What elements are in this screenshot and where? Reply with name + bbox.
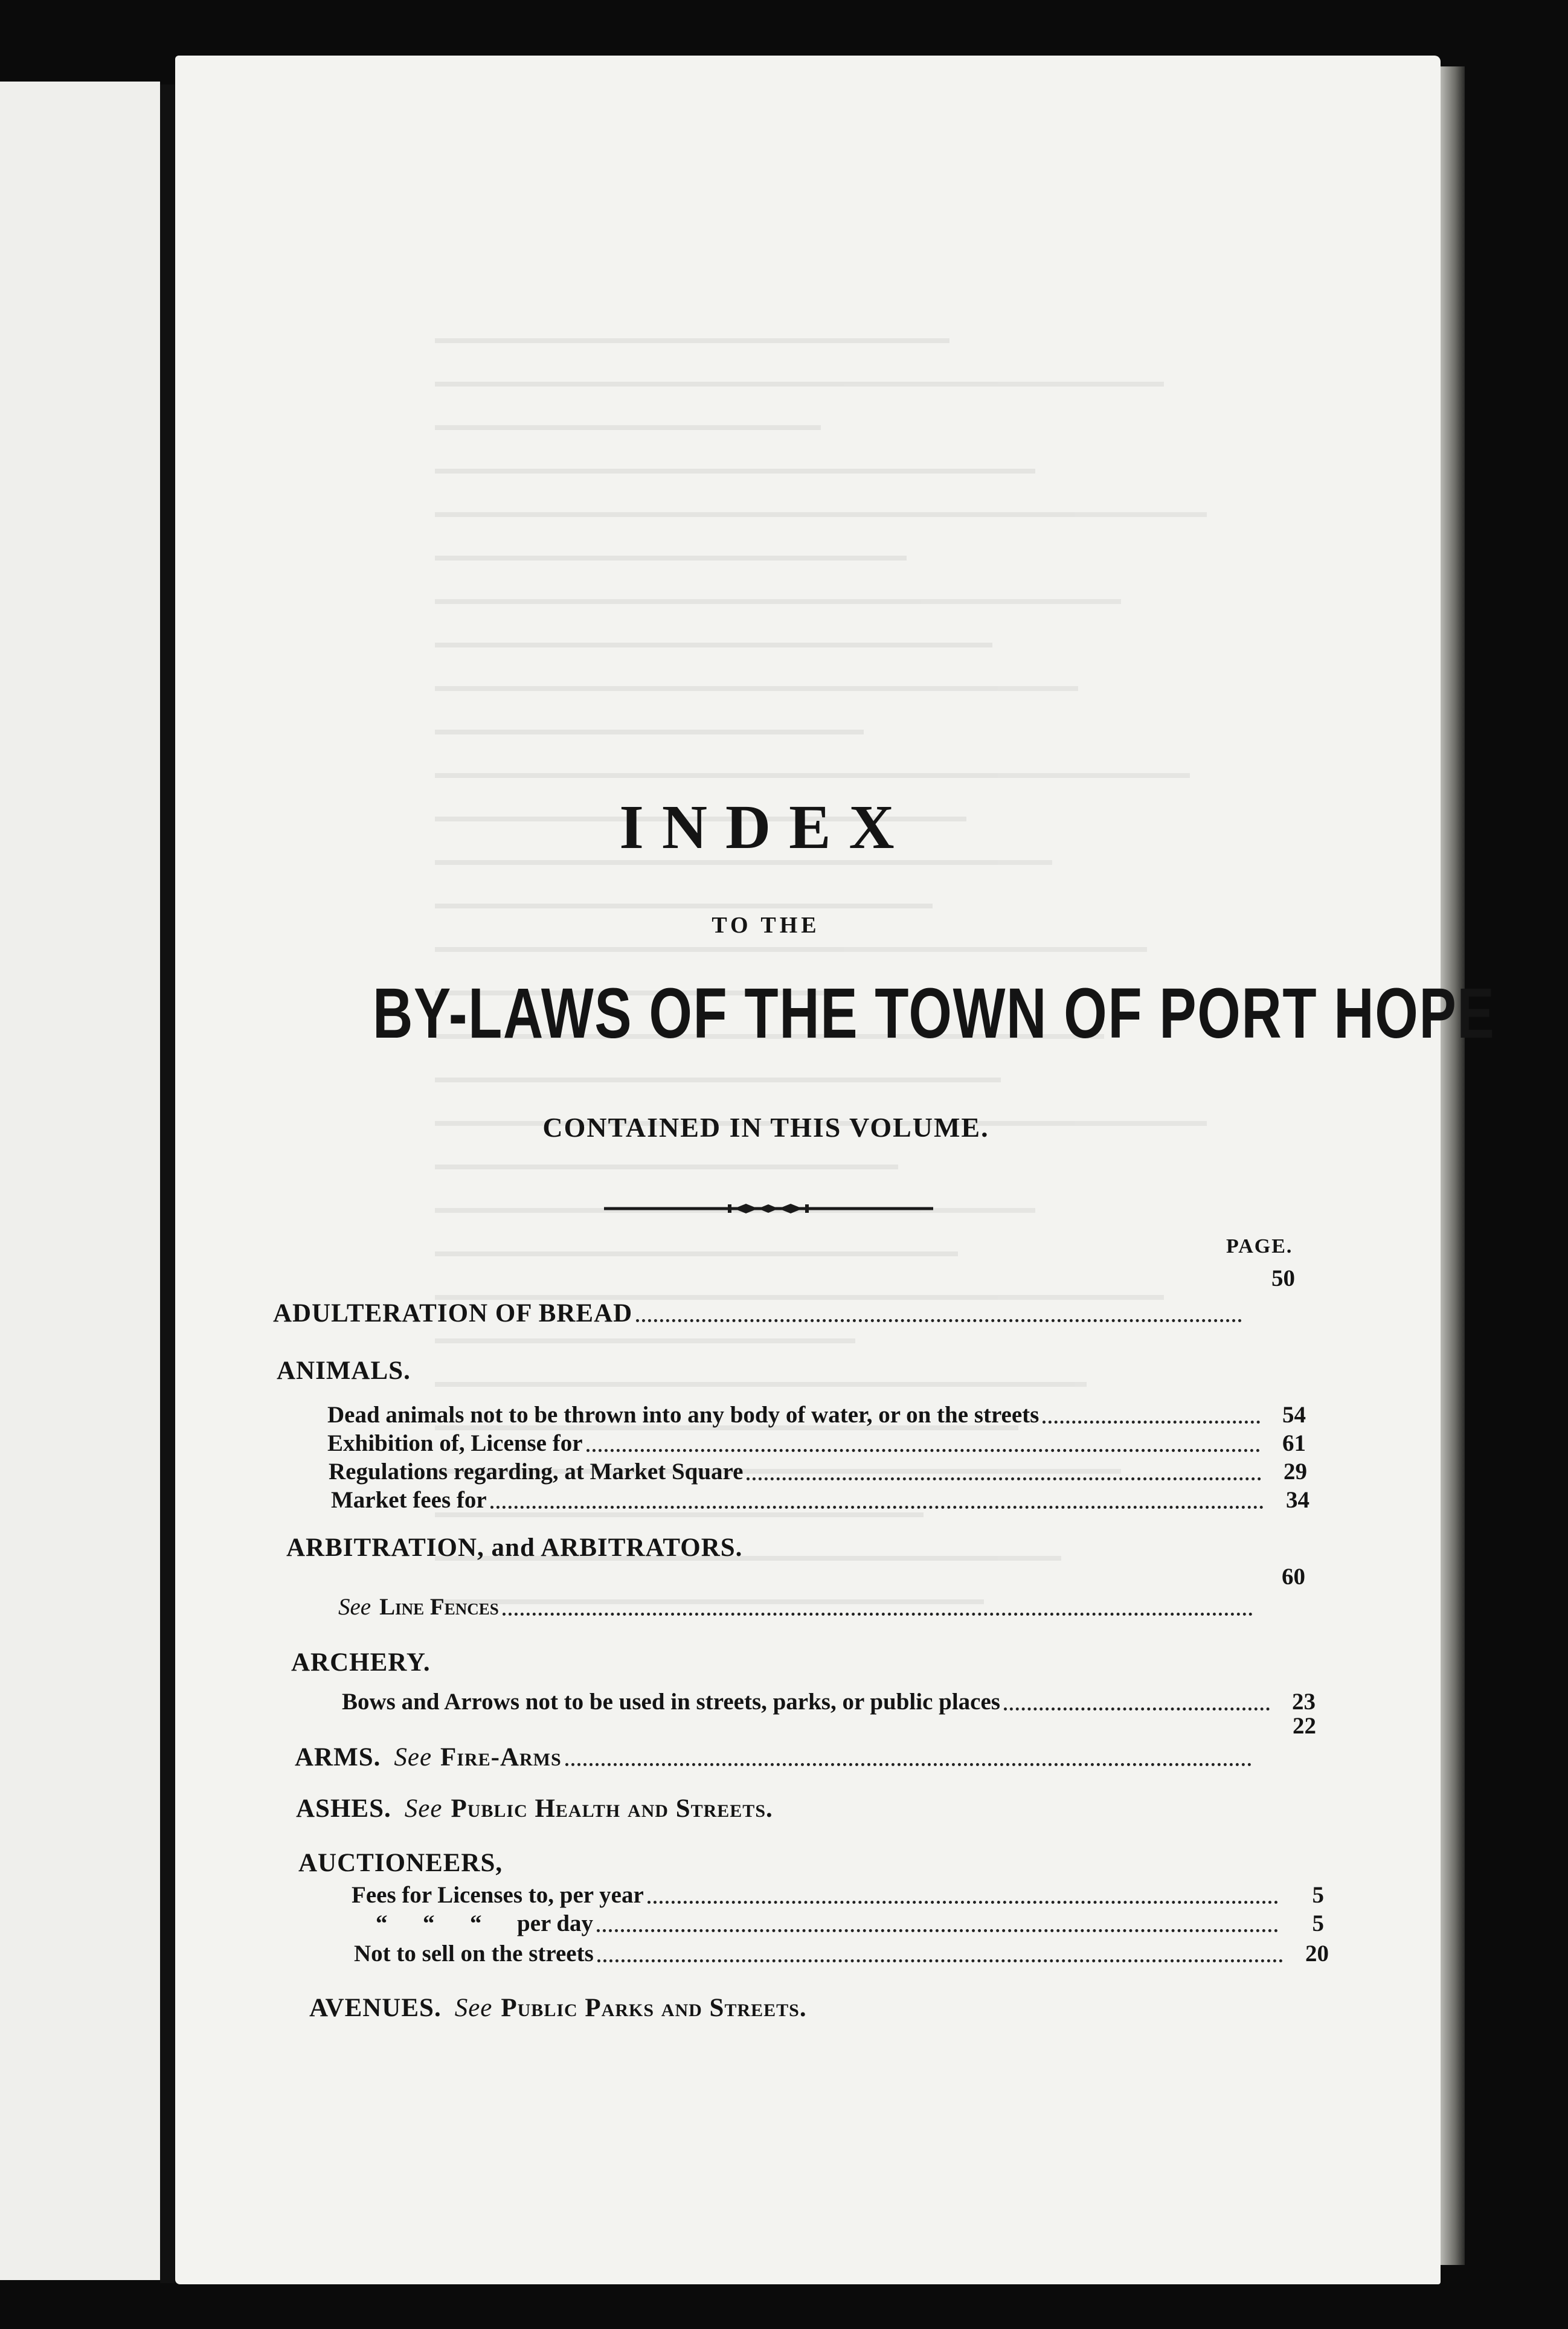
see-reference: See: [454, 1994, 493, 2022]
subentry-exhibition: [327, 1430, 1306, 1457]
subentry-not-sell: [354, 1940, 1329, 1967]
see-reference: See: [338, 1594, 371, 1620]
entry-label: Exhibition of, License for: [327, 1430, 583, 1456]
entry-label: ARBITRATION, and ARBITRATORS.: [286, 1534, 743, 1562]
entry-archery: [291, 1648, 431, 1677]
ornamental-rule: [604, 1202, 933, 1215]
page-number: 34: [1286, 1487, 1309, 1513]
entry-ashes: [296, 1794, 773, 1823]
entry-label: ANIMALS.: [277, 1357, 411, 1385]
entry-label: Fees for Licenses to, per year: [352, 1882, 644, 1908]
leader-dots: [1043, 1421, 1260, 1424]
subentry-dead-animals: [327, 1401, 1306, 1428]
page-number: 23: [1292, 1689, 1316, 1715]
entry-label: Regulations regarding, at Market Square: [329, 1459, 744, 1485]
entry-label: ADULTERATION OF BREAD: [273, 1299, 633, 1328]
document-subheading: CONTAINED IN THIS VOLUME.: [542, 1112, 989, 1143]
page-number: 5: [1312, 1910, 1324, 1936]
leader-dots: [586, 1449, 1260, 1452]
page-number: 50: [1271, 1265, 1295, 1291]
entry-label: Dead animals not to be thrown into any body of water, or on the streets: [327, 1402, 1039, 1428]
cross-reference: Public Parks and Streets.: [501, 1994, 807, 2022]
subentry-line-fences: [338, 1593, 1262, 1621]
leader-dots: [503, 1613, 1253, 1616]
entry-label: ARMS.: [295, 1743, 381, 1772]
page-title: INDEX: [619, 792, 913, 862]
title-connector: TO THE: [712, 913, 820, 938]
page-number: 22: [1293, 1713, 1316, 1739]
subentry-fees-year: [352, 1881, 1324, 1909]
page-number: 54: [1282, 1402, 1306, 1428]
subentry-market-fees: [331, 1486, 1309, 1514]
leader-dots: [597, 1959, 1283, 1962]
subentry-fees-day: [376, 1910, 1324, 1937]
entry-arbitration: [286, 1533, 742, 1563]
leader-dots: [1004, 1707, 1270, 1711]
subentry-bows-arrows: [342, 1688, 1316, 1715]
page-number: 60: [1282, 1564, 1305, 1590]
entry-label: “ “ “ per day: [376, 1910, 594, 1936]
entry-arms: [295, 1743, 1261, 1772]
document-heading: BY-LAWS OF THE TOWN OF PORT HOPE: [373, 974, 1496, 1053]
entry-auctioneers: [298, 1848, 503, 1878]
page-number: 61: [1282, 1430, 1306, 1456]
leader-dots: [490, 1506, 1264, 1509]
see-reference: See: [404, 1794, 443, 1823]
cross-reference: Fire-Arms: [440, 1743, 562, 1772]
leader-dots: [597, 1929, 1278, 1932]
cross-reference: Public Health and Streets.: [451, 1794, 773, 1823]
page-column-label: PAGE.: [1226, 1235, 1293, 1258]
entry-adulteration: [273, 1299, 1252, 1328]
page-number: 20: [1305, 1941, 1329, 1967]
page-number: 5: [1312, 1882, 1324, 1908]
entry-label: Not to sell on the streets: [354, 1941, 594, 1967]
leader-dots: [747, 1477, 1261, 1480]
entry-label: ASHES.: [296, 1794, 391, 1823]
entry-label: Bows and Arrows not to be used in streets, parks, or public places: [342, 1689, 1000, 1715]
leader-dots: [636, 1319, 1242, 1322]
leader-dots: [647, 1901, 1278, 1904]
entry-label: AVENUES.: [309, 1994, 442, 2022]
leader-dots: [565, 1763, 1252, 1766]
entry-animals: [277, 1356, 411, 1386]
entry-label: Market fees for: [331, 1487, 487, 1513]
entry-avenues: [309, 1993, 807, 2023]
subentry-regulations: [329, 1458, 1307, 1485]
entry-label: AUCTIONEERS,: [298, 1849, 503, 1877]
entry-label: ARCHERY.: [291, 1648, 431, 1677]
see-reference: See: [394, 1743, 432, 1772]
page-number: 29: [1284, 1459, 1307, 1485]
cross-reference: Line Fences: [379, 1594, 499, 1620]
